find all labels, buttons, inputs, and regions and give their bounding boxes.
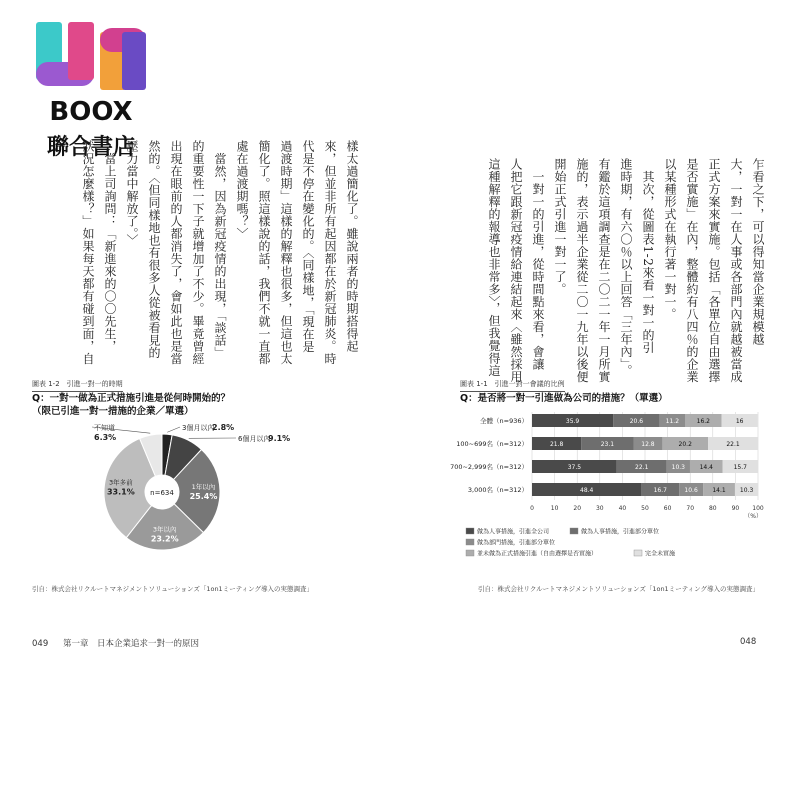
right_page-text-column: 這種解釋的報導也非常多〉，但我覺得這: [487, 158, 501, 377]
x-tick-label: 50: [641, 505, 649, 512]
bar-value-label: 23.1: [600, 441, 615, 448]
pie-slice-value: 6.3%: [94, 433, 117, 442]
left-figure-label: 圖表 1-2 引進一對一的時期: [32, 379, 123, 392]
bar-value-label: 48.4: [580, 487, 594, 494]
bar-value-label: 37.5: [567, 464, 582, 471]
right_page-text-column: 以某種形式在執行著一對一。: [663, 158, 677, 321]
pie-leader-line: [167, 427, 180, 432]
legend-entry: 完全未實施: [645, 550, 676, 558]
left-figure-question: Q：一對一做為正式措施引進是從何時開始的？: [32, 393, 231, 404]
left_page-text-column: 處在過渡期嗎？〉: [235, 140, 249, 240]
bar-value-label: 10.6: [684, 487, 698, 494]
bar-value-label: 21.8: [549, 441, 564, 448]
pie-center-label: n=634: [150, 489, 174, 497]
pie-slice-label: 1年以內: [191, 483, 216, 492]
x-tick-label: 100: [752, 505, 764, 512]
right_page-text-column: 一對一的引進，從時間點來看，會讓: [531, 158, 545, 371]
legend-entry: 做為部門措施，引進部分單位: [477, 539, 556, 547]
axis-unit: （%）: [744, 513, 762, 520]
left-footer: [32, 637, 199, 649]
left_page-text-column: 狀況怎麼樣？」如果每天都有碰到面，自: [81, 140, 95, 365]
right-page-number: 048: [740, 637, 757, 647]
bar-value-label: 11.2: [665, 418, 680, 425]
right-source-note: 引自：株式会社リクルートマネジメントソリューションズ「1on1ミーティング導入の実態調査」: [478, 585, 760, 593]
x-tick-label: 60: [663, 505, 672, 512]
bar-value-label: 10.3: [671, 464, 686, 471]
pie-slice-value: 9.1%: [268, 434, 291, 443]
left_page-text-column: 代是不停在變化的。〈同樣地，「現在是: [301, 140, 315, 353]
legend-swatch: [570, 528, 578, 534]
right-figure-label: 圖表 1-1 引進一對一會議的比例: [460, 379, 565, 392]
x-tick-label: 20: [573, 505, 582, 512]
right_page-text-column: 大，一對一在人事或各部門內就越被當成: [729, 158, 743, 383]
right_page-text-column: 人把它跟新冠疫情給連結起來〈雖然採用: [509, 158, 523, 383]
legend-swatch: [634, 550, 642, 556]
bar-value-label: 16.2: [696, 418, 710, 425]
right_page-text-column: 進時期，有六〇％以上回答「三年內」。: [619, 158, 633, 377]
pie-slice-label: 6個月以內: [238, 435, 271, 443]
pie-slice-value: 33.1%: [106, 487, 135, 497]
left_page-text-column: 過渡時期」這樣的解釋也很多，但這也太: [279, 140, 293, 365]
bar-value-label: 22.1: [635, 464, 649, 471]
left_page-text-column: 樣太過簡化了。雖說兩者的時期搭得起: [345, 140, 359, 353]
right_page-text-column: 開始正式引進一對一了。: [553, 158, 567, 296]
logo-u-right: [68, 22, 94, 80]
bar-value-label: 14.4: [699, 464, 713, 471]
pie-slice-value: 25.4%: [189, 492, 218, 502]
left_page-text-column: 當上司詢問：「新進來的〇〇先生，: [103, 140, 117, 353]
legend-swatch: [466, 550, 474, 556]
x-tick-label: 10: [550, 505, 559, 512]
right_page-text-column: 施的，表示過半企業從二〇一九年以後便: [575, 158, 589, 383]
left_page-text-column: 然的。〈但同樣地也有很多人從被看見的: [147, 140, 161, 359]
category-label: 100~699名（n=312）: [456, 440, 528, 448]
legend-swatch: [466, 528, 474, 534]
x-tick-label: 70: [686, 505, 695, 512]
pie-slice-label: 3個月以內: [182, 424, 215, 432]
left_page-text-column: 壓力當中解放了。〉: [125, 140, 139, 247]
stacked-bar-chart: [450, 408, 770, 558]
category-label: 700~2,999名（n=312）: [450, 463, 528, 471]
right_page-text-column: 有鑑於這項調查是在二〇二一年一月所實: [597, 158, 611, 383]
logo-brand-text: BOOX: [49, 97, 133, 127]
bar-value-label: 12.8: [641, 441, 655, 448]
pie-chart: [90, 420, 350, 570]
pie-slice-value: 23.2%: [150, 534, 179, 544]
x-tick-label: 0: [530, 505, 534, 512]
left-source-note: 引自：株式会社リクルートマネジメントソリューションズ「1on1ミーティング導入の実態調査」: [32, 585, 314, 593]
category-label: 全體（n=936）: [480, 417, 528, 425]
legend-entry: 並未做為正式措施引進（自由選擇是否實施）: [477, 550, 598, 558]
x-tick-label: 40: [618, 505, 627, 512]
pie-slice-label: 3年以內: [152, 525, 177, 534]
right-figure-question: Q：是否將一對一引進做為公司的措施？（單選）: [460, 393, 668, 404]
chapter-title: 第一章 日本企業追求一對一的原因: [62, 639, 199, 649]
left-figure-subquestion: （限已引進一對一措施的企業／單選）: [32, 406, 194, 417]
left_page-text-column: 的重要性一下子就增加了不少。畢竟曾經: [191, 140, 205, 365]
left_page-text-column: 當然，因為新冠疫情的出現，「談話」: [213, 140, 227, 359]
left_page-text-column: 簡化了。照這樣說的話，我們不就一直都: [257, 140, 271, 365]
x-tick-label: 30: [595, 505, 604, 512]
x-tick-label: 90: [731, 505, 740, 512]
bar-value-label: 22.1: [726, 441, 740, 448]
legend-entry: 做為人事措施，引進部分單位: [581, 528, 660, 536]
bar-value-label: 15.7: [733, 464, 747, 471]
bar-value-label: 20.2: [678, 441, 692, 448]
bar-value-label: 16: [735, 418, 744, 425]
bar-value-label: 14.1: [712, 487, 726, 494]
bar-value-label: 10.3: [739, 487, 754, 494]
bar-value-label: 35.9: [565, 418, 580, 425]
right_page-text-column: 其次，從圖表1-2來看一對一的引: [641, 158, 655, 354]
x-tick-label: 80: [708, 505, 717, 512]
pie-slice-value: 2.8%: [212, 423, 235, 432]
pie-slice-label: 不知道: [94, 424, 115, 432]
left_page-text-column: 來，但並非所有起因都在於新冠肺炎。時: [323, 140, 337, 365]
bar-value-label: 16.7: [653, 487, 667, 494]
left-page-number: 049: [32, 639, 49, 649]
right_page-text-column: 正式方案來實施。包括「各單位自由選擇: [707, 158, 721, 383]
category-label: 3,000名（n=312）: [467, 486, 528, 494]
legend-swatch: [466, 539, 474, 545]
left_page-text-column: 出現在眼前的人都消失了，會如此也是當: [169, 140, 183, 365]
logo-n-right: [122, 32, 146, 90]
pie-slice-label: 3年多前: [109, 478, 133, 487]
logo-chinese-text: 聯合書店: [46, 135, 136, 160]
legend-entry: 做為人事措施，引進全公司: [477, 528, 550, 536]
right_page-text-column: 是否實施」在內，整體約有八四％的企業: [685, 158, 699, 383]
right_page-text-column: 乍看之下，可以得知當企業規模越: [751, 158, 765, 346]
bar-value-label: 20.6: [629, 418, 644, 425]
